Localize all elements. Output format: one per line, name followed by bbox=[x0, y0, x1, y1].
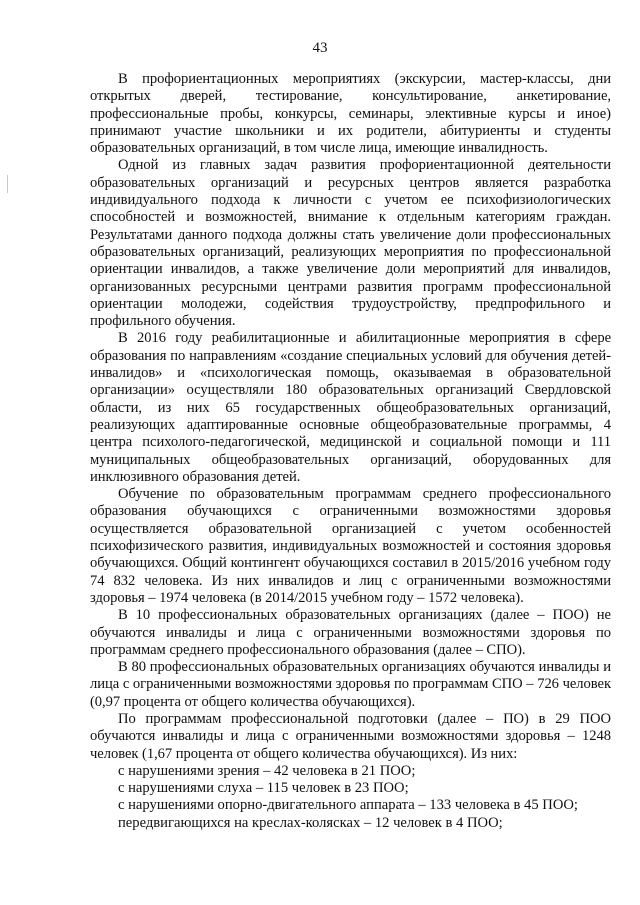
paragraph-professional-training: По программам профессиональной подготовки (далее – ПО) в 29 ПОО обучаются инвалиды и лица с ограниченными возможностями здоровья – 1248 человек (1,67 процента от общего количества обучающихся). Из них: bbox=[90, 710, 611, 762]
paragraph-10-poo: В 10 профессиональных образовательных организациях (далее – ПОО) не обучаются инвалиды и лица с ограниченными возможностями здоровья по программам среднего профессионального образования (далее – СПО). bbox=[90, 607, 611, 658]
paragraph-career-guidance-events: В профориентационных мероприятиях (экскурсии, мастер-классы, дни открытых дверей, тестирование, консультирование, анкетирование, профессиональные пробы, конкурсы, семинары, элективные курсы и иное) принимают участие школьники и их родители, абитуриенты и студенты образовательных организаций, в том числе лица, имеющие инвалидность. bbox=[90, 71, 611, 157]
list-item-wheelchair: передвигающихся на креслах-колясках – 12 человек в 4 ПОО; bbox=[118, 814, 503, 831]
list-item-hearing: с нарушениями слуха – 115 человек в 23 ПОО; bbox=[118, 780, 409, 797]
page-number: 43 bbox=[312, 40, 328, 56]
body-text bbox=[90, 71, 611, 832]
list-item-musculoskeletal: с нарушениями опорно-двигательного аппарата – 133 человека в 45 ПОО; bbox=[118, 797, 578, 814]
paragraph-80-poo: В 80 профессиональных образовательных организациях обучаются инвалиды и лица с ограниченными возможностями здоровья по программам СПО – 726 человек (0,97 процента от общего количества обучающихся). bbox=[90, 659, 611, 710]
list-item-vision: с нарушениями зрения – 42 человека в 21 ПОО; bbox=[118, 762, 416, 779]
paragraph-vocational-education: Обучение по образовательным программам среднего профессионального образования обучающихся с ограниченными возможностями здоровья осуществляется образовательной организацией с учетом особенностей психофизического развития, индивидуальных возможностей и состояния здоровья обучающихся. Общий контингент обучающихся составил в 2015/2016 учебном году 74 832 человека. Из них инвалидов и лиц с ограниченными возможностями здоровья – 1974 человека (в 2014/2015 учебном году – 1572 человека). bbox=[90, 486, 611, 606]
paragraph-main-tasks: Одной из главных задач развития профориентационной деятельности образовательных организаций и ресурсных центров является разработка индивидуального подхода к личности с учетом ее психофизиологических способностей и возможностей, внимание к отдельным категориям граждан. Результатами данного подхода должны стать увеличение доли профессиональных образовательных организаций, реализующих мероприятия по профессиональной ориентации инвалидов, а также увеличение доли мероприятий для инвалидов, организованных ресурсными центрами развития программ профессиональной ориентации молодежи, содействия трудоустройству, предпрофильного и профильного обучения. bbox=[90, 157, 611, 330]
paragraph-rehabilitation-2016: В 2016 году реабилитационные и абилитационные мероприятия в сфере образования по направлениям «создание специальных условий для обучения детей-инвалидов» и «психологическая помощь, оказываемая в образовательной организации» осуществляли 180 образовательных организаций Свердловской области, из них 65 государственных общеобразовательных организаций, реализующих адаптированные основные общеобразовательные программы, 4 центра психолого-педагогической, медицинской и социальной помощи и 111 муниципальных общеобразовательных организаций, оборудованных для инклюзивного образования детей. bbox=[90, 330, 611, 485]
margin-mark bbox=[7, 175, 8, 193]
